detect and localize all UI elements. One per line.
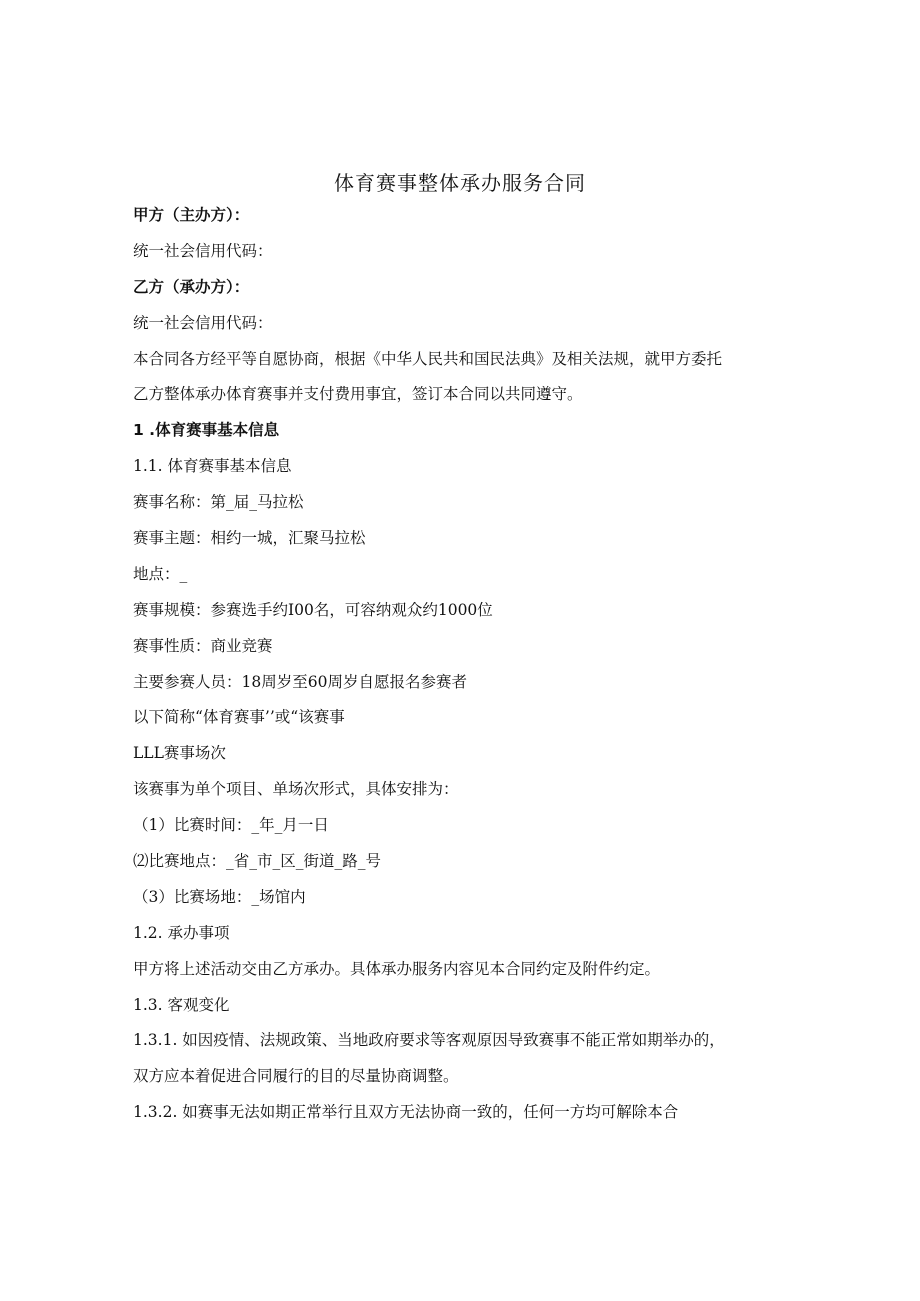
preamble-line-1: 本合同各方经平等自愿协商，根据《中华人民共和国民法典》及相关法规，就甲方委托 xyxy=(133,349,723,368)
event-participants: 主要参赛人员：18周岁至60周岁自愿报名参赛者 xyxy=(133,672,467,691)
party-a-label: 甲方（主办方）： xyxy=(133,206,250,224)
match-time: （1）比赛时间：_年_月一日 xyxy=(133,816,329,835)
event-location: 地点：_ xyxy=(133,564,188,583)
event-abbreviation: 以下简称“体育赛事’’或“该赛事 xyxy=(133,708,345,727)
event-sessions-heading: LLL赛事场次 xyxy=(133,744,226,763)
event-theme: 赛事主题：相约一城，汇聚马拉松 xyxy=(133,529,366,548)
clause-1-2-text: 甲方将上述活动交由乙方承办。具体承办服务内容见本合同约定及附件约定。 xyxy=(133,959,661,978)
event-nature: 赛事性质：商业竞赛 xyxy=(133,636,273,655)
event-scale: 赛事规模：参赛选手约I00名，可容纳观众约1000位 xyxy=(133,600,493,619)
party-b-label: 乙方（承办方）： xyxy=(133,277,250,296)
match-venue: （3）比赛场地：_场馆内 xyxy=(133,887,306,906)
contract-body xyxy=(133,205,793,1138)
clause-1-3-2-line-1: 1.3.2. 如赛事无法如期正常举行且双方无法协商一致的，任何一方均可解除本合 xyxy=(133,1103,679,1122)
clause-1-3-heading: 1.3. 客观变化 xyxy=(133,995,230,1014)
clause-1-3-1-line-1: 1.3.1. 如因疫情、法规政策、当地政府要求等客观原因导致赛事不能正常如期举办的， xyxy=(133,1031,725,1050)
event-name: 赛事名称：第_届_马拉松 xyxy=(133,493,304,512)
clause-1-3-1-line-2: 双方应本着促进合同履行的目的尽量协商调整。 xyxy=(133,1067,459,1086)
party-b-credit-code: 统一社会信用代码： xyxy=(133,313,273,332)
preamble-line-2: 乙方整体承办体育赛事并支付费用事宜，签订本合同以共同遵守。 xyxy=(133,385,583,404)
clause-1-2-heading: 1.2. 承办事项 xyxy=(133,923,230,942)
match-location: ⑵比赛地点：_省_市_区_街道_路_号 xyxy=(133,852,382,871)
event-sessions-intro: 该赛事为单个项目、单场次形式，具体安排为： xyxy=(133,780,459,799)
clause-1-1-heading: 1.1. 体育赛事基本信息 xyxy=(133,457,292,476)
section-1-heading: 1 .体育赛事基本信息 xyxy=(133,421,280,440)
contract-title: 体育赛事整体承办服务合同 xyxy=(334,171,586,195)
party-a-credit-code: 统一社会信用代码： xyxy=(133,241,273,260)
